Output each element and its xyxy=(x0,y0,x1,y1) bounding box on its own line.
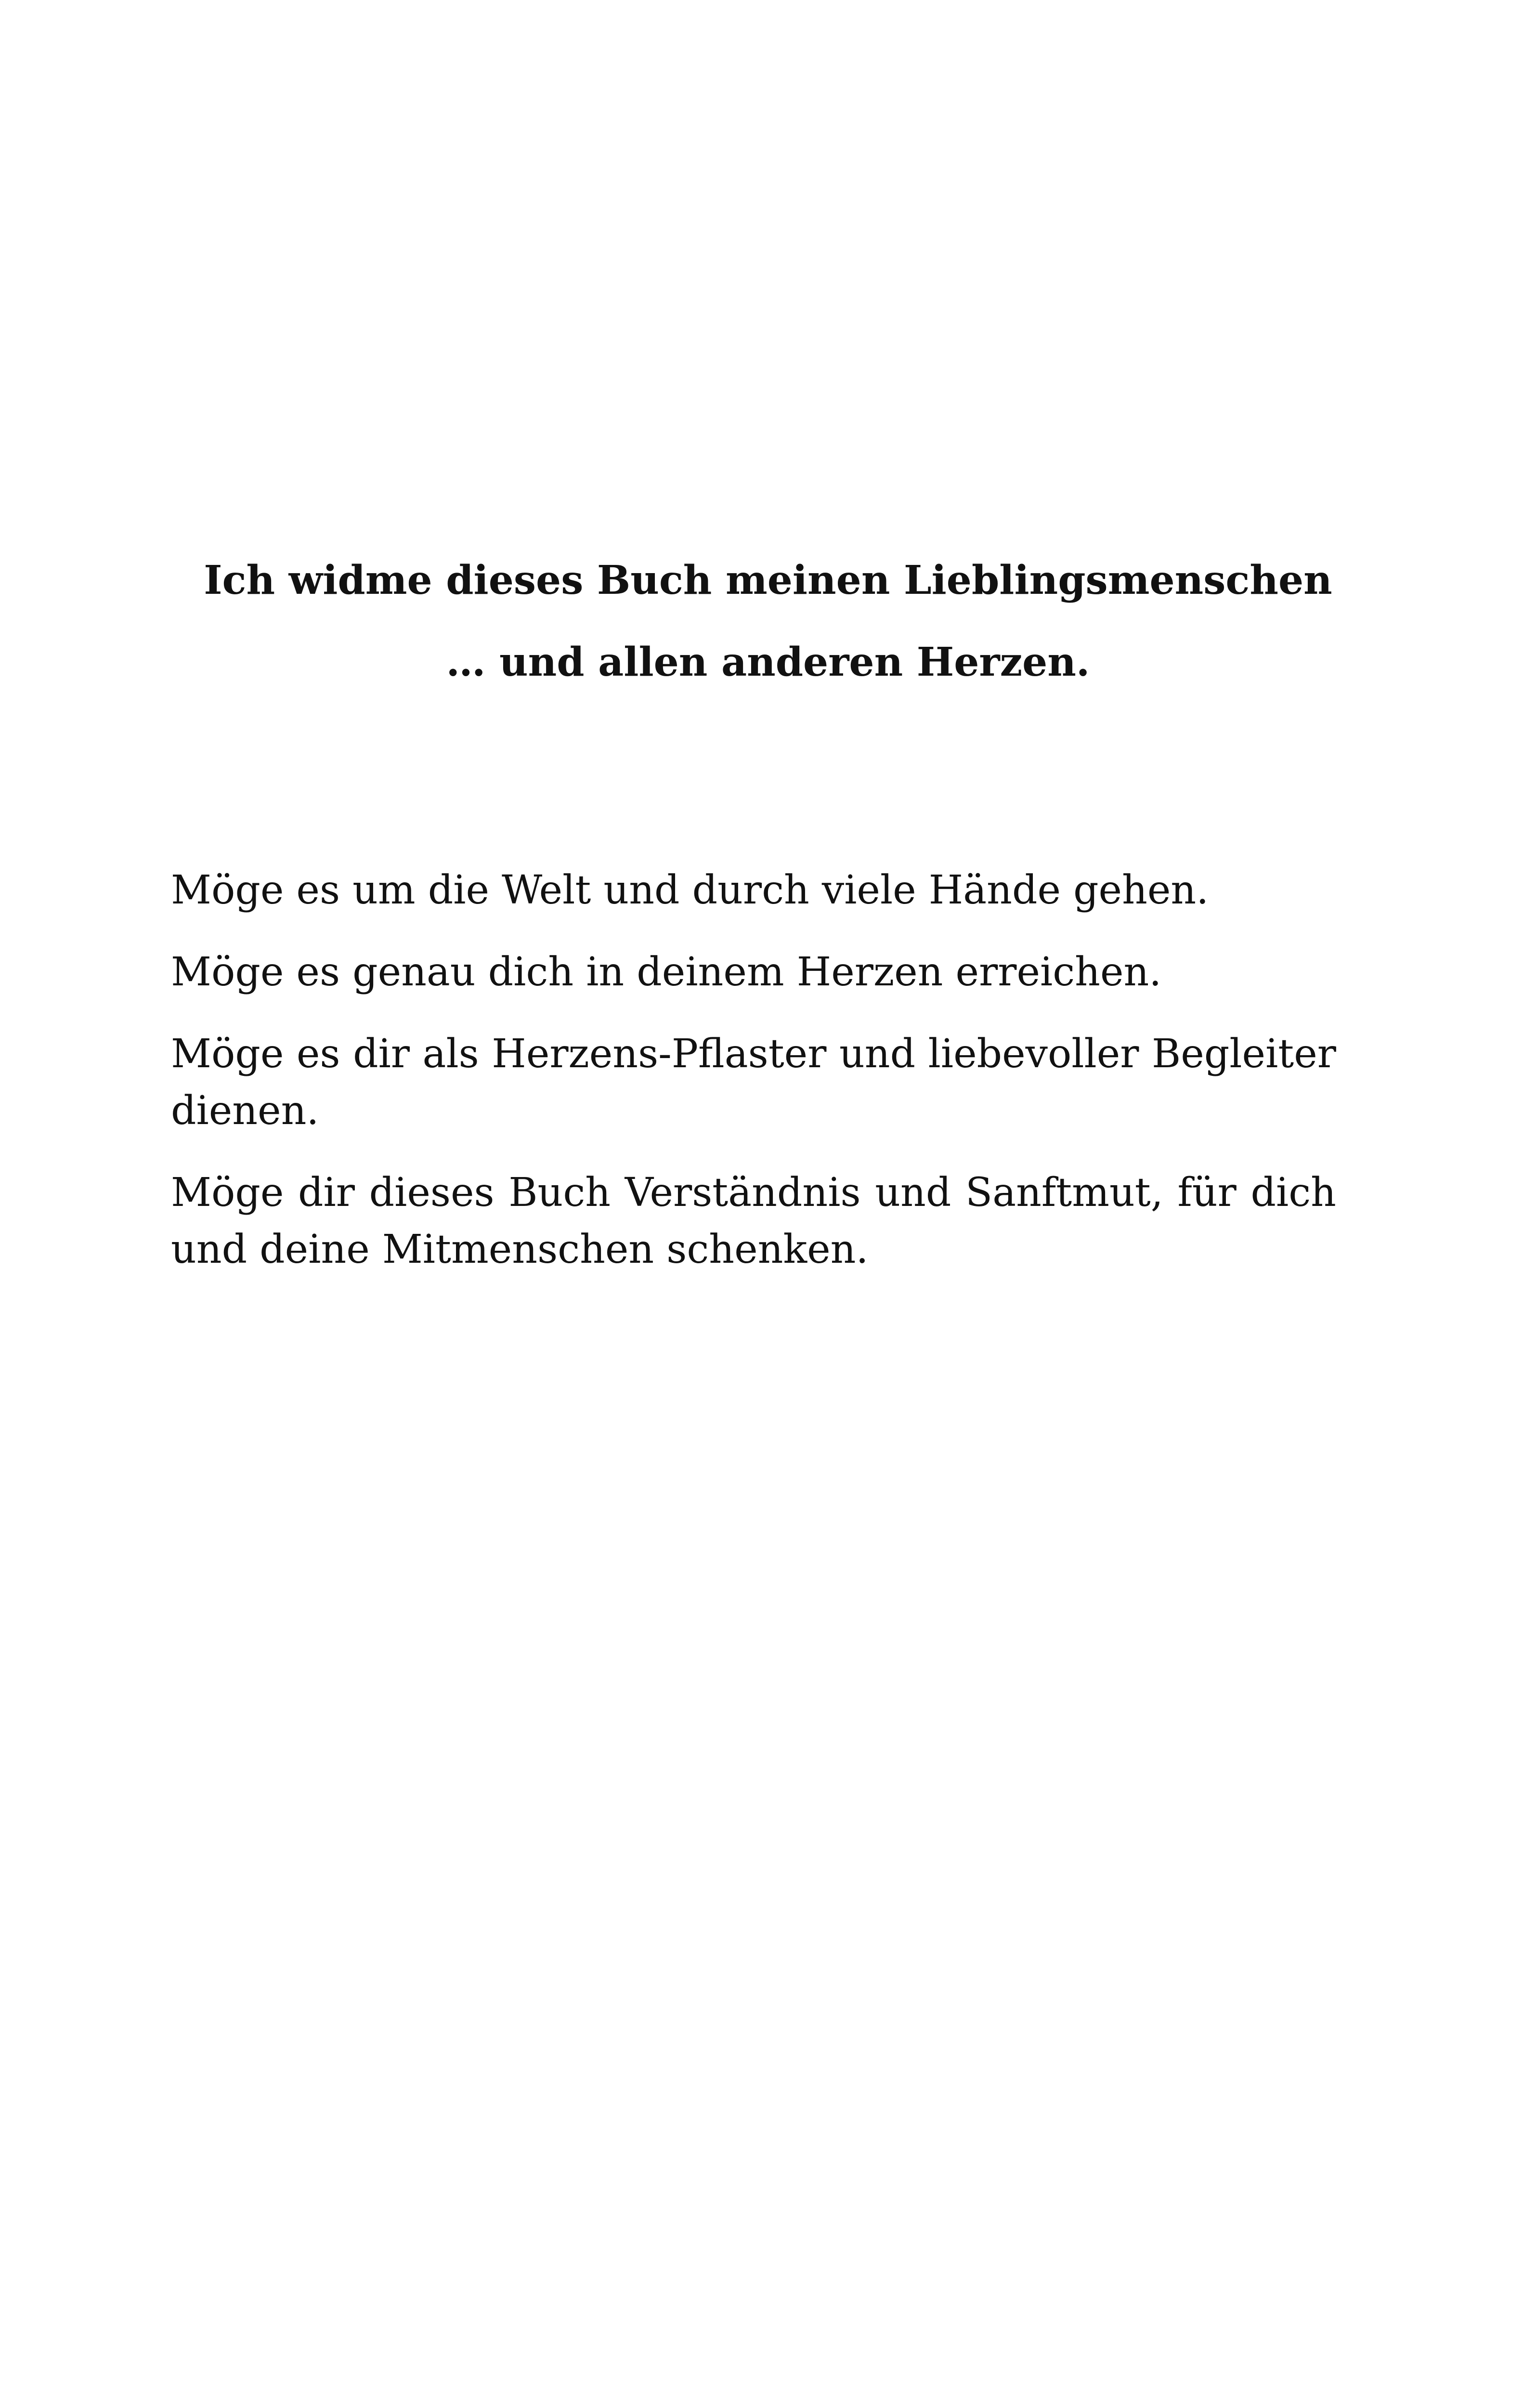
wishes-section xyxy=(171,862,1336,1303)
wish-paragraph: Möge es dir als Herzens-Pflaster und liebevoller Begleiter dienen. xyxy=(171,1031,1336,1134)
wish-paragraph: Möge es um die Welt und durch viele Hände gehen. xyxy=(171,867,1209,913)
dedication-line-2: … und allen anderen Herzen. xyxy=(446,639,1090,685)
wish-paragraph: Möge dir dieses Buch Verständnis und Sanftmut, für dich und deine Mitmenschen schenken. xyxy=(171,1170,1336,1272)
dedication xyxy=(0,539,1536,703)
wish-paragraph: Möge es genau dich in deinem Herzen erreichen. xyxy=(171,949,1162,995)
dedication-line-1: Ich widme dieses Buch meinen Lieblingsmenschen xyxy=(204,557,1332,603)
